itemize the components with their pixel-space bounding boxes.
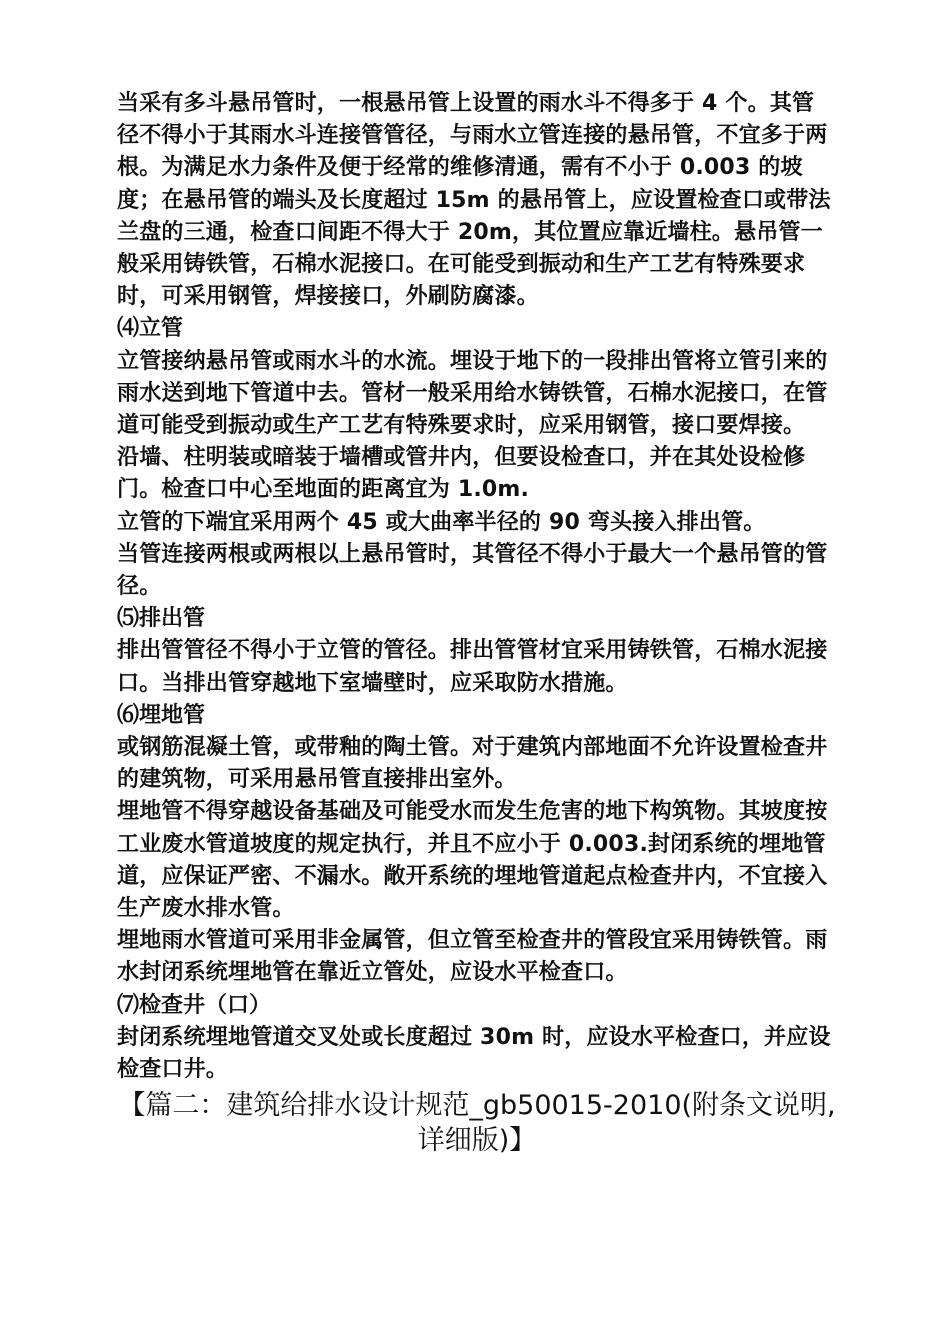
heading-buried-pipe: ⑹埋地管 — [117, 702, 206, 728]
paragraph-buried-3: 埋地雨水管道可采用非金属管，但立管至检查井的管段宜采用铸铁管。雨水封闭系统埋地管在靠近立管处，应设水平检查口。 — [117, 928, 828, 986]
heading-riser-pipe: ⑷立管 — [117, 316, 184, 342]
paragraph-riser-3: 立管的下端宜采用两个 45 或大曲率半径的 90 弯头接入排出管。 — [117, 509, 766, 535]
paragraph-riser-2: 沿墙、柱明装或暗装于墙槽或管井内，但要设检查口，并在其处设检修门。检查口中心至地面的距离宜为 1.0m. — [117, 445, 806, 503]
section-title: 【篇二：建筑给排水设计规范_gb50015-2010(附条文说明,详细版)】 — [118, 1090, 836, 1157]
paragraph-buried-2: 埋地管不得穿越设备基础及可能受水而发生危害的地下构筑物。其坡度按工业废水管道坡度的规定执行，并且不应小于 0.003.封闭系统的埋地管道，应保证严密、不漏水。敞开系统的埋地管道起点检查井内，不宜接入生产废水排水管。 — [117, 799, 828, 922]
heading-outlet-pipe: ⑸排出管 — [117, 606, 206, 632]
paragraph-outlet: 排出管管径不得小于立管的管径。排出管管材宜采用铸铁管，石棉水泥接口。当排出管穿越地下室墙壁时，应采取防水措施。 — [117, 638, 828, 696]
paragraph-inspection-well: 封闭系统埋地管道交叉处或长度超过 30m 时，应设水平检查口，并应设检查口井。 — [117, 1024, 831, 1083]
paragraph-riser-4: 当管连接两根或两根以上悬吊管时，其管径不得小于最大一个悬吊管的管径。 — [117, 541, 828, 600]
document-body — [117, 88, 836, 1158]
paragraph-buried-1: 或钢筋混凝土管，或带釉的陶土管。对于建筑内部地面不允许设置检查井的建筑物，可采用悬吊管直接排出室外。 — [117, 735, 828, 793]
paragraph-riser-1: 立管接纳悬吊管或雨水斗的水流。埋设于地下的一段排出管将立管引来的雨水送到地下管道中去。管材一般采用给水铸铁管，石棉水泥接口，在管道可能受到振动或生产工艺有特殊要求时，应采用钢管，接口要焊接。 — [117, 348, 828, 439]
paragraph-suspended-pipe: 当采有多斗悬吊管时，一根悬吊管上设置的雨水斗不得多于 4 个。其管径不得小于其雨水斗连接管管径，与雨水立管连接的悬吊管，不宜多于两根。为满足水力条件及便于经常的维修清通，需有不小于 0.003 的坡度；在悬吊管的端头及长度超过 15m 的悬吊管上，应设置检查口或带法兰盘的三通，检查口间距不得大于 20m，其位置应靠近墙柱。悬吊管一般采用铸铁管，石棉水泥接口。在可能受到振动和生产工艺有特殊要求时，可采用钢管，焊接接口，外刷防腐漆。 — [117, 91, 831, 310]
heading-inspection-well: ⑺检查井（口） — [117, 992, 272, 1018]
